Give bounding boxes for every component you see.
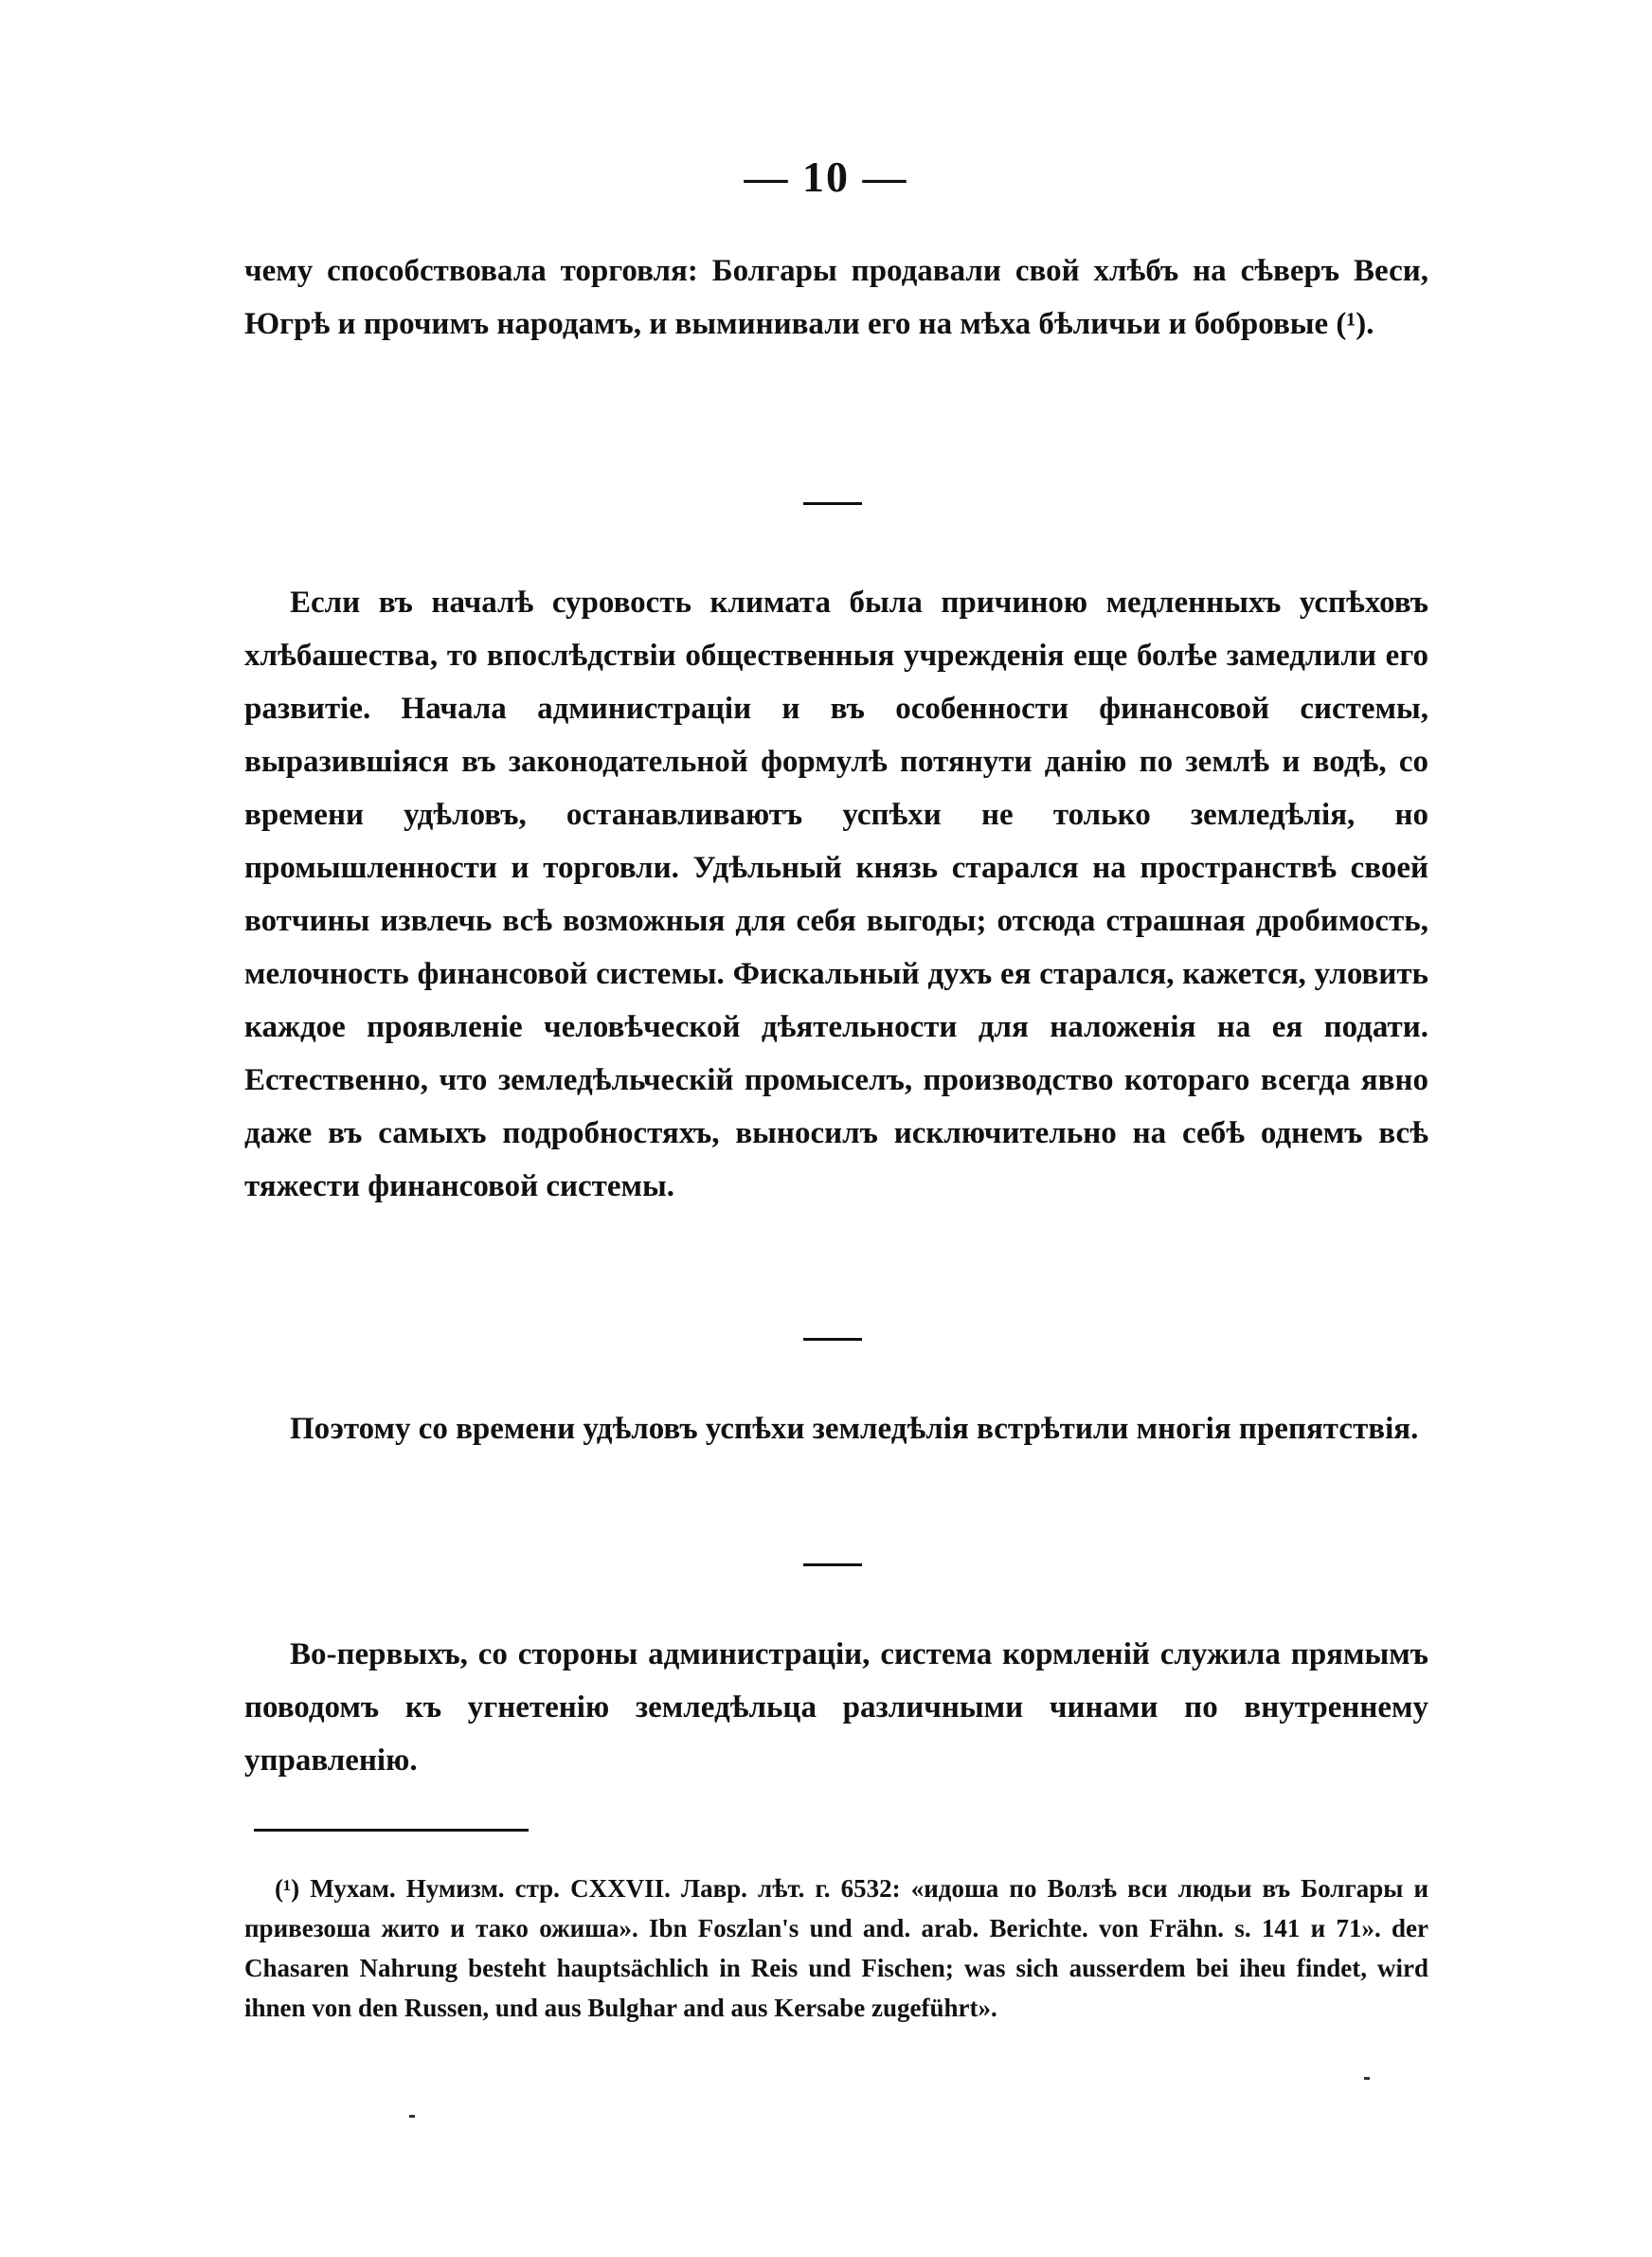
print-speck (1364, 2077, 1370, 2080)
print-speck (409, 2115, 415, 2118)
section-divider (803, 502, 862, 505)
section-divider (803, 1563, 862, 1566)
footnote-rule (254, 1829, 529, 1832)
footnote: (¹) Мухам. Нумизм. стр. CXXVII. Лавр. лѣт. г. 6532: «идоша по Волзѣ вси людьи въ Болгары и привезоша жито и тако ожиша». Ibn Foszlan's und and. arab. Berichte. von Frähn. s. 141 и 71». der Chasaren Nahrung besteht hauptsächlich in Reis und Fischen; was sich ausserdem bei iheu findet, wird ihnen von den Russen, und aus Bulghar and aus Kersabe zugeführt». (244, 1874, 1428, 2022)
paragraph-first-point: Во-первыхъ, со стороны администраціи, система кормленій служила прямымъ поводомъ къ угнетенію земледѣльца различными чинами по внутреннему управленію. (244, 1637, 1428, 1778)
section-divider (803, 1338, 862, 1341)
paragraph-obstacles: Поэтому со времени удѣловъ успѣхи земледѣлія встрѣтили многія препятствія. (290, 1412, 1419, 1446)
page-number: — 10 — (744, 153, 908, 201)
paragraph-continuation: чему способствовала торговля: Болгары продавали свой хлѣбъ на сѣверъ Веси, Югрѣ и прочимъ народамъ, и выминивали его на мѣха бѣличьи и бобровые (¹). (244, 254, 1428, 341)
paragraph-administration: Если въ началѣ суровость климата была причиною медленныхъ успѣховъ хлѣбашества, то впослѣдствіи общественныя учрежденія еще болѣе замедлили его развитіе. Начала администраціи и въ особенности финансовой системы, выразившіяся въ законодательной формулѣ потянути данію по землѣ и водѣ, со времени удѣловъ, останавливаютъ успѣхи не только земледѣлія, но промышленности и торговли. Удѣльный князь старался на пространствѣ своей вотчины извлечь всѣ возможныя для себя выгоды; отсюда страшная дробимость, мелочность финансовой системы. Фискальный духъ ея старался, кажется, уловить каждое проявленіе человѣческой дѣятельности для наложенія на ея подати. Естественно, что земледѣльческій промыселъ, производство котораго всегда явно даже въ самыхъ подробностяхъ, выносилъ исключительно на себѣ однемъ всѣ тяжести финансовой системы. (244, 586, 1428, 1203)
